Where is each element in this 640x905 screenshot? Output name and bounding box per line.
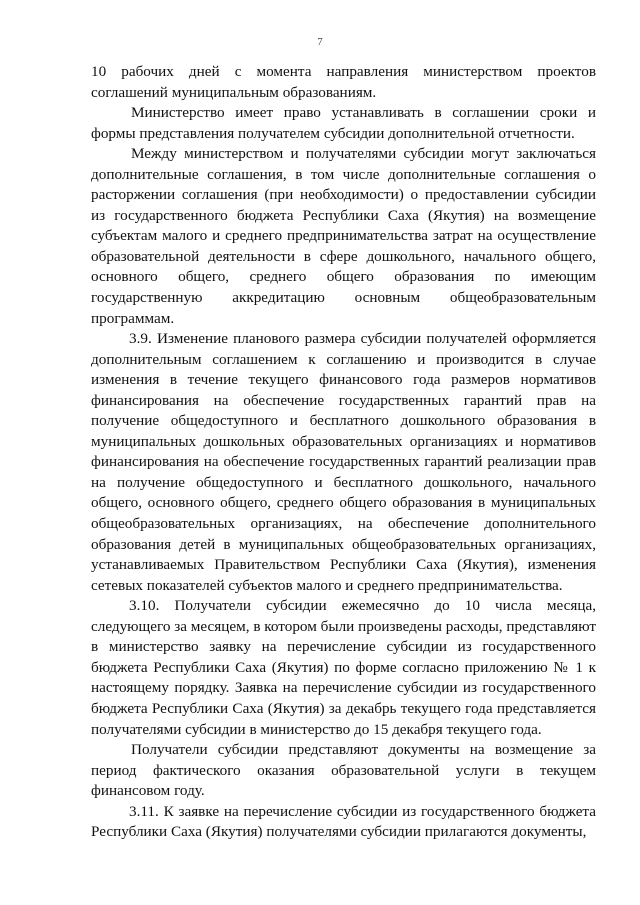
paragraph-additional-agreements: Между министерством и получателями субсидии могут заключаться дополнительные соглашения, в том числе дополнительные соглашения о расторжении соглашения (при необходимости) о предоставлении субсидии из государственного бюджета Республики Саха (Якутия) на возмещение субъектам малого и среднего предпринимательства затрат на осуществление образовательной деятельности в сфере дошкольного, начального общего, основного общего, среднего общего образования по имеющим государственную аккредитацию основным общеобразовательным программам. [91, 145, 596, 327]
paragraph-reporting-terms: Министерство имеет право устанавливать в соглашении сроки и формы представления получателем субсидии дополнительной отчетности. [91, 104, 596, 142]
paragraph-3-9: 3.9. Изменение планового размера субсидии получателей оформляется дополнительным соглашением к соглашению и производится в случае изменения в течение текущего финансового года размеров нормативов финансирования на обеспечение государственных гарантий прав на получение общедоступного и бесплатного дошкольного образования в муниципальных дошкольных образовательных организациях и нормативов финансирования на обеспечение государственных гарантий реализации прав на получение общедоступного и бесплатного дошкольного, начального общего, основного общего, среднего общего образования в муниципальных общеобразовательных организациях, на обеспечение дополнительного образования детей в муниципальных общеобразовательных организациях, устанавливаемых Правительством Республики Саха (Якутия), изменения сетевых показателей субъектов малого и среднего предпринимательства. [91, 330, 596, 594]
page-number: 7 [317, 36, 323, 48]
document-body [91, 62, 596, 843]
paragraph-documents-period: Получатели субсидии представляют документы на возмещение за период фактического оказания образовательной услуги в текущем финансовом году. [91, 741, 596, 800]
paragraph-3-10: 3.10. Получатели субсидии ежемесячно до 10 числа месяца, следующего за месяцем, в котором были произведены расходы, представляют в министерство заявку на перечисление субсидии из государственного бюджета Республики Саха (Якутия) по форме согласно приложению № 1 к настоящему порядку. Заявка на перечисление субсидии из государственного бюджета Республики Саха (Якутия) за декабрь текущего года представляется получателями субсидии в министерство до 15 декабря текущего года. [91, 597, 596, 738]
paragraph-continuation: 10 рабочих дней с момента направления министерством проектов соглашений муниципальным образованиям. [91, 63, 596, 101]
paragraph-3-11: 3.11. К заявке на перечисление субсидии из государственного бюджета Республики Саха (Якутия) получателями субсидии прилагаются документы, [91, 802, 596, 841]
